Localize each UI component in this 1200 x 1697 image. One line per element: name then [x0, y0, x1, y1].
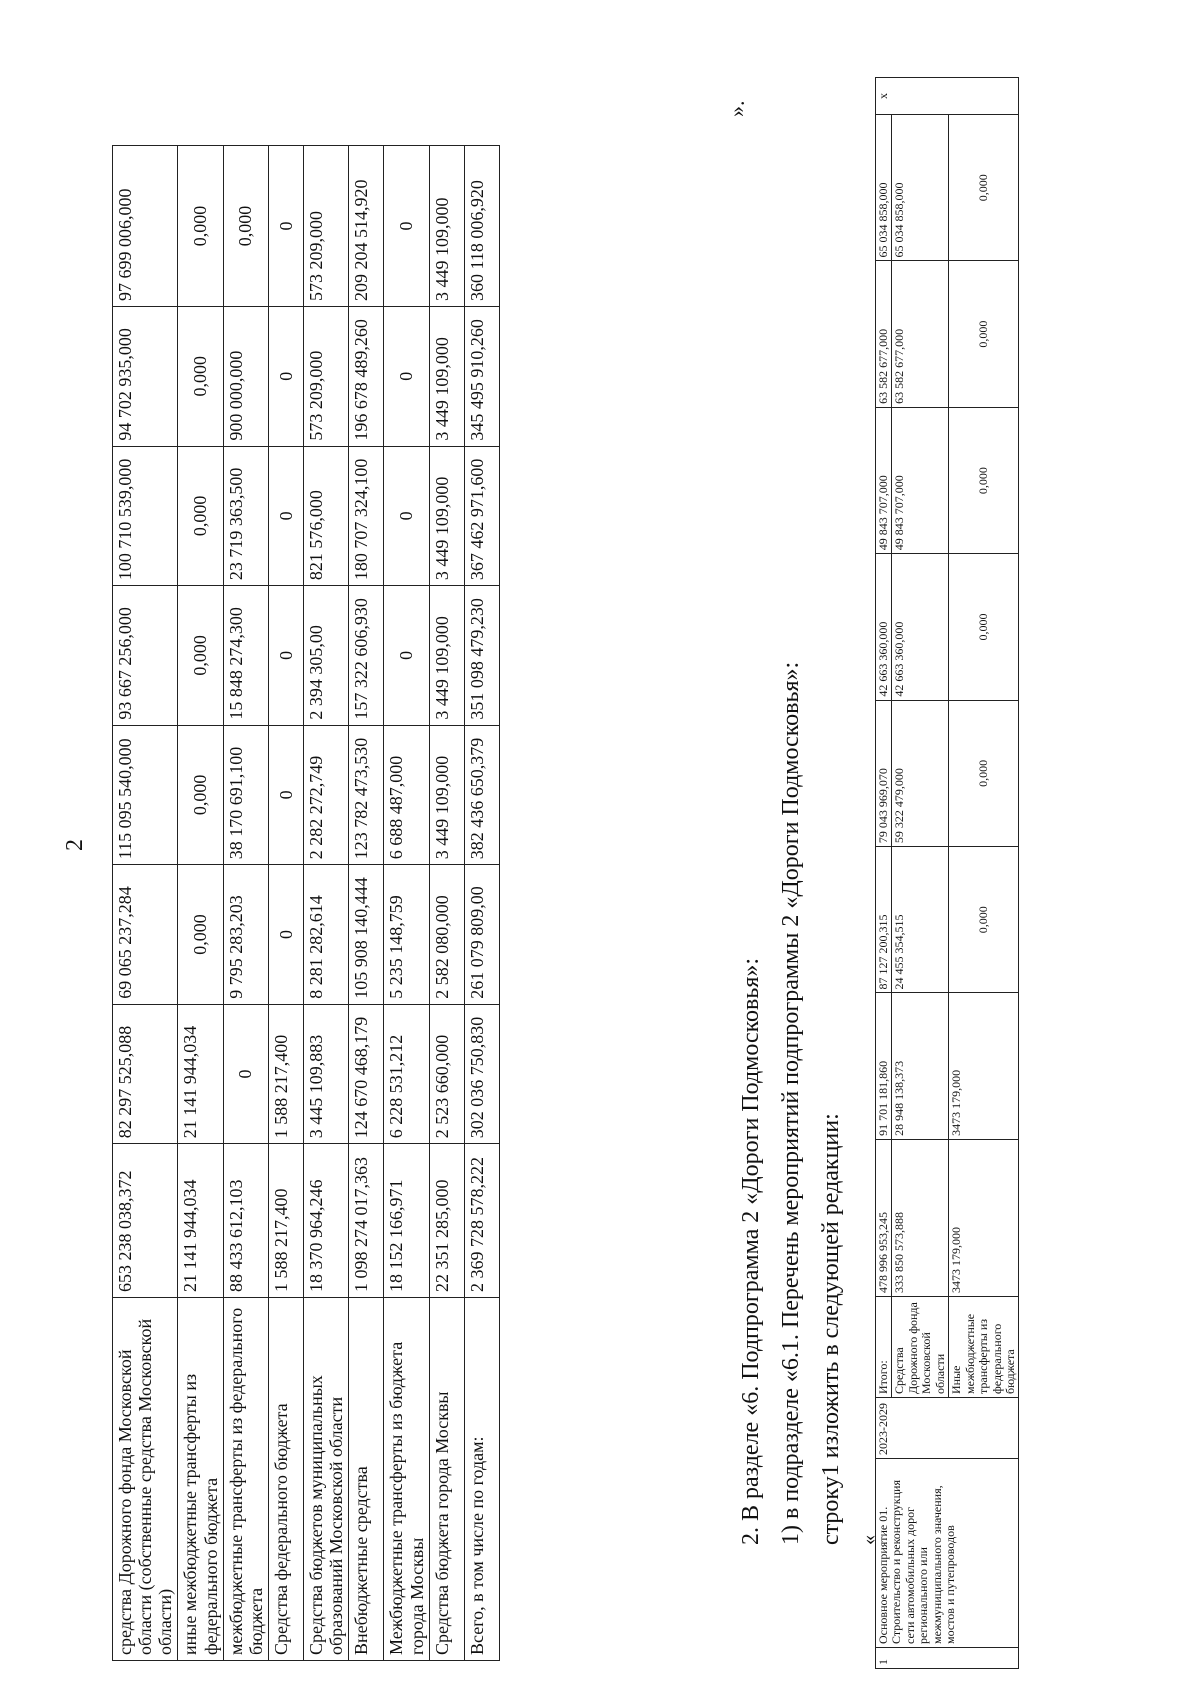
row-label: Всего, в том числе по годам: [464, 1298, 499, 1661]
value-cell: 302 036 750,830 [464, 1004, 499, 1144]
value-cell: 3 449 109,000 [429, 307, 464, 447]
value-cell: 42 663 360,000 [876, 554, 892, 700]
value-cell: 6 228 531,212 [384, 1004, 429, 1144]
value-cell: 333 850 573,888 [892, 1139, 949, 1296]
measure-name: Основное мероприятие 01. Строительство и реконструкция сети автомобильных дорог регионального или межмуниципального значения, мостов и путепроводов [876, 1459, 1019, 1648]
value-cell: 0,000 [178, 725, 223, 865]
value-cell: 87 127 200,315 [876, 847, 892, 993]
value-cell: 49 843 707,000 [892, 407, 949, 553]
value-cell: 3 449 109,000 [429, 146, 464, 307]
value-cell: 2 523 660,000 [429, 1004, 464, 1144]
opening-quote: « [858, 1535, 880, 1545]
page-number: 2 [62, 839, 88, 851]
value-cell: 59 322 479,000 [892, 700, 949, 846]
value-cell: 573 209,000 [304, 146, 349, 307]
table-row [876, 78, 892, 1669]
value-cell: 367 462 971,600 [464, 446, 499, 586]
value-cell: 2 582 080,000 [429, 865, 464, 1005]
table-row [269, 146, 304, 1661]
value-cell: 100 710 539,000 [113, 446, 178, 586]
value-cell: 82 297 525,088 [113, 1004, 178, 1144]
row-label: межбюджетные трансферты из федерального бюджета [223, 1298, 268, 1661]
value-cell: 653 238 038,372 [113, 1144, 178, 1298]
value-cell: 79 043 969,070 [876, 700, 892, 846]
value-cell: 94 702 935,000 [113, 307, 178, 447]
row-label: иные межбюджетные трансферты из федерального бюджета [178, 1298, 223, 1661]
value-cell: 6 688 487,000 [384, 725, 429, 865]
row-label: Межбюджетные трансферты из бюджета города Москвы [384, 1298, 429, 1661]
value-cell: 5 235 148,759 [384, 865, 429, 1005]
value-cell: 18 370 964,246 [304, 1144, 349, 1298]
value-cell: 351 098 479,230 [464, 586, 499, 726]
measure-period: 2023-2029 [876, 1398, 1019, 1459]
value-cell: 0 [269, 586, 304, 726]
value-cell: 0 [269, 307, 304, 447]
value-cell: 63 582 677,000 [892, 261, 949, 407]
value-cell: 157 322 606,930 [349, 586, 384, 726]
value-cell: 105 908 140,444 [349, 865, 384, 1005]
value-cell: 1 588 217,400 [269, 1144, 304, 1298]
table-row [178, 146, 223, 1661]
value-cell: 382 436 650,379 [464, 725, 499, 865]
value-cell: 97 699 006,000 [113, 146, 178, 307]
table-row [223, 146, 268, 1661]
value-cell: 69 065 237,284 [113, 865, 178, 1005]
funding-source: Иные межбюджетные трансферты из федерального бюджета [949, 1297, 1019, 1398]
funding-source: Средства Дорожного фонда Московской области [892, 1297, 949, 1398]
value-cell: 1 588 217,400 [269, 1004, 304, 1144]
closing-quote: ». [724, 100, 749, 117]
value-cell: 0,000 [178, 446, 223, 586]
value-cell: 0 [384, 446, 429, 586]
value-cell: 88 433 612,103 [223, 1144, 268, 1298]
value-cell: 360 118 006,920 [464, 146, 499, 307]
value-cell: 0,000 [178, 307, 223, 447]
value-cell: 0,000 [949, 700, 1019, 846]
table-row [384, 146, 429, 1661]
value-cell: 21 141 944,034 [178, 1144, 223, 1298]
measure-number: 1 [876, 1648, 1019, 1669]
table-row [464, 146, 499, 1661]
value-cell: 3 445 109,883 [304, 1004, 349, 1144]
value-cell: 0 [269, 865, 304, 1005]
value-cell: 0,000 [949, 407, 1019, 553]
value-cell: 0 [223, 1004, 268, 1144]
value-cell: 18 152 166,971 [384, 1144, 429, 1298]
value-cell: 3473 179,000 [949, 1139, 1019, 1296]
value-cell: 2 369 728 578,222 [464, 1144, 499, 1298]
value-cell: 23 719 363,500 [223, 446, 268, 586]
row-label: Средства бюджета города Москвы [429, 1298, 464, 1661]
value-cell: 0 [269, 146, 304, 307]
value-cell: 0 [269, 446, 304, 586]
value-cell: 0,000 [949, 261, 1019, 407]
section-paragraph: 2. В разделе «6. Подпрограмма 2 «Дороги Подмосковья»: [738, 957, 764, 1545]
value-cell: 65 034 858,000 [892, 115, 949, 261]
value-cell: 2 282 272,749 [304, 725, 349, 865]
table-row [304, 146, 349, 1661]
table-row [349, 146, 384, 1661]
table-row [113, 146, 178, 1661]
value-cell: 196 678 489,260 [349, 307, 384, 447]
value-cell: 180 707 324,100 [349, 446, 384, 586]
value-cell: 42 663 360,000 [892, 554, 949, 700]
value-cell: 900 000,000 [223, 307, 268, 447]
value-cell: 9 795 283,203 [223, 865, 268, 1005]
instruction-paragraph: строку1 изложить в следующей редакции: [818, 1113, 844, 1545]
funding-source: Итого: [876, 1297, 892, 1398]
value-cell: 0,000 [949, 115, 1019, 261]
financing-table [112, 145, 500, 1661]
value-cell: 65 034 858,000 [876, 115, 892, 261]
value-cell: 3 449 109,000 [429, 725, 464, 865]
value-cell: 24 455 354,515 [892, 847, 949, 993]
value-cell: 0,000 [178, 586, 223, 726]
value-cell: 0 [269, 725, 304, 865]
subsection-paragraph: 1) в подразделе «6.1. Перечень мероприятий подпрограммы 2 «Дороги Подмосковья»: [778, 661, 804, 1545]
value-cell: 0,000 [178, 146, 223, 307]
value-cell: 478 996 953,245 [876, 1139, 892, 1296]
value-cell: 123 782 473,530 [349, 725, 384, 865]
value-cell: 49 843 707,000 [876, 407, 892, 553]
row-label: Внебюджетные средства [349, 1298, 384, 1661]
value-cell: 0 [384, 146, 429, 307]
value-cell: 38 170 691,100 [223, 725, 268, 865]
value-cell: 0,000 [223, 146, 268, 307]
value-cell: 124 670 468,179 [349, 1004, 384, 1144]
value-cell: 345 495 910,260 [464, 307, 499, 447]
value-cell: 0 [384, 307, 429, 447]
row-label: Средства федерального бюджета [269, 1298, 304, 1661]
value-cell: 3473 179,000 [949, 993, 1019, 1139]
value-cell: 0,000 [949, 554, 1019, 700]
value-cell: 15 848 274,300 [223, 586, 268, 726]
value-cell: 8 281 282,614 [304, 865, 349, 1005]
x-mark: x [876, 78, 1019, 115]
value-cell: 21 141 944,034 [178, 1004, 223, 1144]
value-cell: 91 701 181,860 [876, 993, 892, 1139]
row-label: средства Дорожного фонда Московской области (собственные средства Московской области) [113, 1298, 178, 1661]
value-cell: 261 079 809,00 [464, 865, 499, 1005]
value-cell: 1 098 274 017,363 [349, 1144, 384, 1298]
value-cell: 2 394 305,00 [304, 586, 349, 726]
measure-table [875, 77, 1019, 1669]
value-cell: 28 948 138,373 [892, 993, 949, 1139]
value-cell: 821 576,000 [304, 446, 349, 586]
value-cell: 573 209,000 [304, 307, 349, 447]
value-cell: 209 204 514,920 [349, 146, 384, 307]
value-cell: 3 449 109,000 [429, 586, 464, 726]
value-cell: 115 095 540,000 [113, 725, 178, 865]
row-label: Средства бюджетов муниципальных образований Московской области [304, 1298, 349, 1661]
value-cell: 0,000 [949, 847, 1019, 993]
value-cell: 0 [384, 586, 429, 726]
value-cell: 22 351 285,000 [429, 1144, 464, 1298]
value-cell: 0,000 [178, 865, 223, 1005]
table-row [429, 146, 464, 1661]
value-cell: 93 667 256,000 [113, 586, 178, 726]
value-cell: 63 582 677,000 [876, 261, 892, 407]
value-cell: 3 449 109,000 [429, 446, 464, 586]
